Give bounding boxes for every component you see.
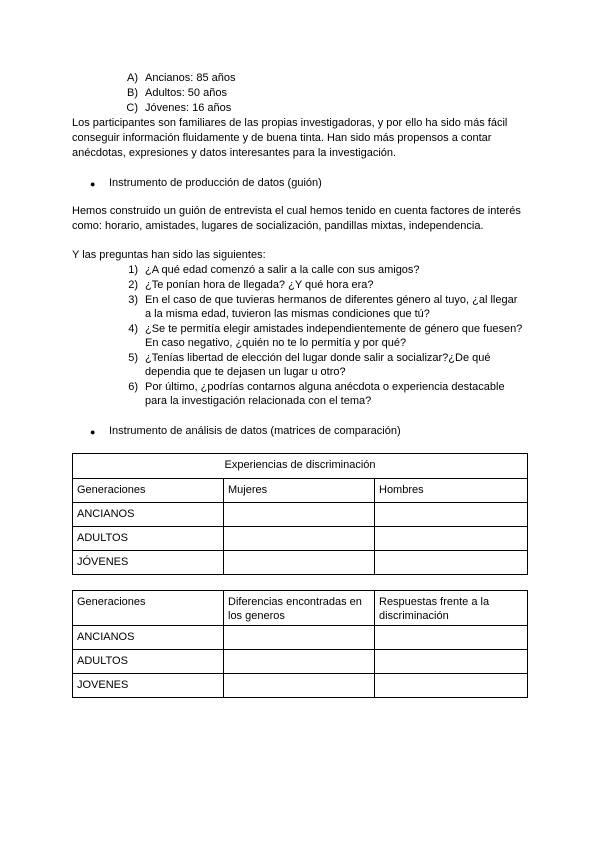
table-cell-empty [224, 527, 375, 551]
question-number: 2) [128, 279, 138, 291]
paragraph-line: Los participantes son familiares de las propias investigadoras, y por ello ha sido más fácil [72, 117, 508, 129]
table-cell-empty [224, 650, 375, 674]
table-cell-empty [375, 674, 528, 698]
header-line: discriminación [379, 609, 449, 622]
question-line: En caso negativo, ¿quién no te lo permitía y por qué? [145, 337, 407, 349]
question-line: En el caso de que tuvieras hermanos de diferentes género al tuyo, ¿al llegar [145, 294, 518, 306]
table-cell: ANCIANOS [73, 503, 224, 527]
table-header: Generaciones [73, 479, 224, 503]
table-row [73, 674, 528, 698]
section-heading-production: Instrumento de producción de datos (guión) [109, 177, 322, 189]
question-line: Por último, ¿podrías contarnos alguna anécdota o experiencia destacable [145, 381, 505, 393]
table-cell-empty [224, 503, 375, 527]
table-cell-empty [375, 551, 528, 575]
list-marker: A) [127, 72, 138, 84]
table-cell: ADULTOS [73, 527, 224, 551]
bullet-icon: ● [90, 179, 96, 189]
section-heading-analysis: Instrumento de análisis de datos (matrices de comparación) [109, 425, 401, 437]
question-line: ¿Tenías libertad de elección del lugar donde salir a socializar?¿De qué [145, 352, 491, 364]
table-cell-empty [375, 503, 528, 527]
table-cell-empty [375, 527, 528, 551]
table-cell-empty [375, 626, 528, 650]
paragraph-line: como: horario, amistades, lugares de socialización, pandillas mixtas, independencia. [72, 220, 484, 232]
header-line: Generaciones [77, 596, 146, 608]
list-marker: C) [126, 102, 138, 114]
questions-intro: Y las preguntas han sido las siguientes: [72, 249, 266, 261]
question-number: 6) [128, 381, 138, 393]
question-line: ¿Se te permitía elegir amistades independientemente de género que fuesen? [145, 323, 523, 335]
table-header: Mujeres [224, 479, 375, 503]
table-cell-empty [224, 674, 375, 698]
question-number: 3) [128, 294, 138, 306]
header-line: los generos [228, 609, 285, 622]
table-cell: JÓVENES [73, 551, 224, 575]
table-row [73, 527, 528, 551]
table-header [224, 591, 375, 626]
list-item: Ancianos: 85 años [145, 72, 236, 84]
discrimination-matrix-table [72, 453, 528, 575]
table-header [73, 591, 224, 626]
table-cell: ANCIANOS [73, 626, 224, 650]
question-line: ¿Te ponían hora de llegada? ¿Y qué hora era? [145, 279, 374, 291]
header-line: Respuestas frente a la [379, 596, 490, 608]
table-cell: JOVENES [73, 674, 224, 698]
question-number: 4) [128, 323, 138, 335]
question-line: dependia que te dejasen un lugar u otro? [145, 366, 346, 378]
list-item: Jóvenes: 16 años [145, 102, 232, 114]
table-title: Experiencias de discriminación [73, 454, 528, 479]
table-cell-empty [224, 551, 375, 575]
table-header: Hombres [375, 479, 528, 503]
question-line: ¿A qué edad comenzó a salir a la calle con sus amigos? [145, 264, 420, 276]
list-marker: B) [127, 87, 138, 99]
table-header [375, 591, 528, 626]
table-cell-empty [224, 626, 375, 650]
header-line: Diferencias encontradas en [228, 596, 362, 608]
responses-matrix-table [72, 590, 528, 698]
question-line: para la investigación relacionada con el tema? [145, 395, 372, 407]
table-cell: ADULTOS [73, 650, 224, 674]
table-row [73, 503, 528, 527]
question-number: 1) [128, 264, 138, 276]
table-cell-empty [375, 650, 528, 674]
table-row [73, 626, 528, 650]
bullet-icon: ● [90, 427, 96, 437]
paragraph-line: anécdotas, expresiones y datos interesantes para la investigación. [72, 147, 397, 159]
table-row [73, 551, 528, 575]
list-item: Adultos: 50 años [145, 87, 227, 99]
table-row [73, 650, 528, 674]
paragraph-line: Hemos construido un guión de entrevista el cual hemos tenido en cuenta factores de interés [72, 205, 521, 217]
question-line: a la misma edad, tuvieron las mismas condiciones que tú? [145, 308, 430, 320]
paragraph-line: conseguir información fluidamente y de buena tinta. Han sido más propensos a contar [72, 132, 492, 144]
question-number: 5) [128, 352, 138, 364]
